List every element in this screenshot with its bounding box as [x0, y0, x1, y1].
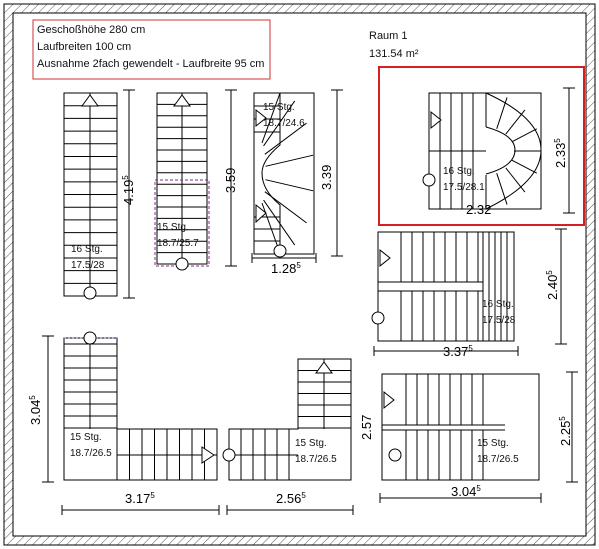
- stair-4-ratio: 17.5/28.1: [443, 182, 485, 193]
- stair-1-ratio: 17.5/28: [71, 260, 105, 271]
- info-line-1: Geschoßhöhe 280 cm: [37, 24, 146, 36]
- stair-4-dim-height: 2.33$^5$: [553, 138, 568, 168]
- stair-8-dim-width: 3.04$^5$: [451, 484, 481, 499]
- room-name: Raum 1: [369, 30, 408, 42]
- stair-4-dim-width: 2.32: [466, 202, 492, 217]
- stair-6-ratio: 18.7/26.5: [70, 448, 112, 459]
- start-circle-icon: [223, 449, 235, 461]
- room-area: 131.54 m²: [369, 48, 419, 60]
- stair-1-steps: 16 Stg.: [71, 244, 103, 255]
- stair-8-dim-height: 2.25$^5$: [558, 416, 573, 446]
- stair-7-dim-height: 2.57: [359, 414, 374, 440]
- stair-5-steps: 16 Stg.: [482, 299, 514, 310]
- stair-8-steps: 15 Stg.: [477, 438, 509, 449]
- info-line-3: Ausnahme 2fach gewendelt - Laufbreite 95 cm: [37, 58, 265, 70]
- stair-7-dim-width: 2.56$^5$: [276, 491, 306, 506]
- stair-6-dim-height: 3.04$^5$: [28, 395, 43, 425]
- stair-6-steps: 15 Stg.: [70, 432, 102, 443]
- stair-8-ratio: 18.7/26.5: [477, 454, 519, 465]
- start-circle-icon: [176, 258, 188, 270]
- stair-5-ratio: 17.5/28: [482, 315, 516, 326]
- stair-3-dim-height: 3.39: [319, 164, 334, 190]
- info-line-2: Laufbreiten 100 cm: [37, 41, 132, 53]
- stair-7-steps: 15 Stg.: [295, 438, 327, 449]
- start-circle-icon: [423, 174, 435, 186]
- start-circle-icon: [84, 332, 96, 344]
- stair-3-steps: 15 Stg.: [263, 102, 295, 113]
- stair-2-steps: 15 Stg.: [157, 222, 189, 233]
- stair-3-ratio: 18.7/24.6: [263, 118, 305, 129]
- stair-2-ratio: 18.7/25.7: [157, 238, 199, 249]
- start-circle-icon: [84, 287, 96, 299]
- stair-3-dim-width: 1.28$^5$: [271, 261, 301, 276]
- stair-5-dim-width: 3.37$^5$: [443, 344, 473, 359]
- stair-5-dim-height: 2.40$^5$: [545, 270, 560, 300]
- stair-7-ratio: 18.7/26.5: [295, 454, 337, 465]
- start-circle-icon: [389, 449, 401, 461]
- stair-6-dim-width: 3.17$^5$: [125, 491, 155, 506]
- stair-1-dim-height: 4.19$^5$: [121, 175, 136, 205]
- start-circle-icon: [274, 245, 286, 257]
- stair-4-steps: 16 Stg.: [443, 166, 475, 177]
- stair-2-dim-height: 3.59: [223, 167, 238, 193]
- start-circle-icon: [372, 312, 384, 324]
